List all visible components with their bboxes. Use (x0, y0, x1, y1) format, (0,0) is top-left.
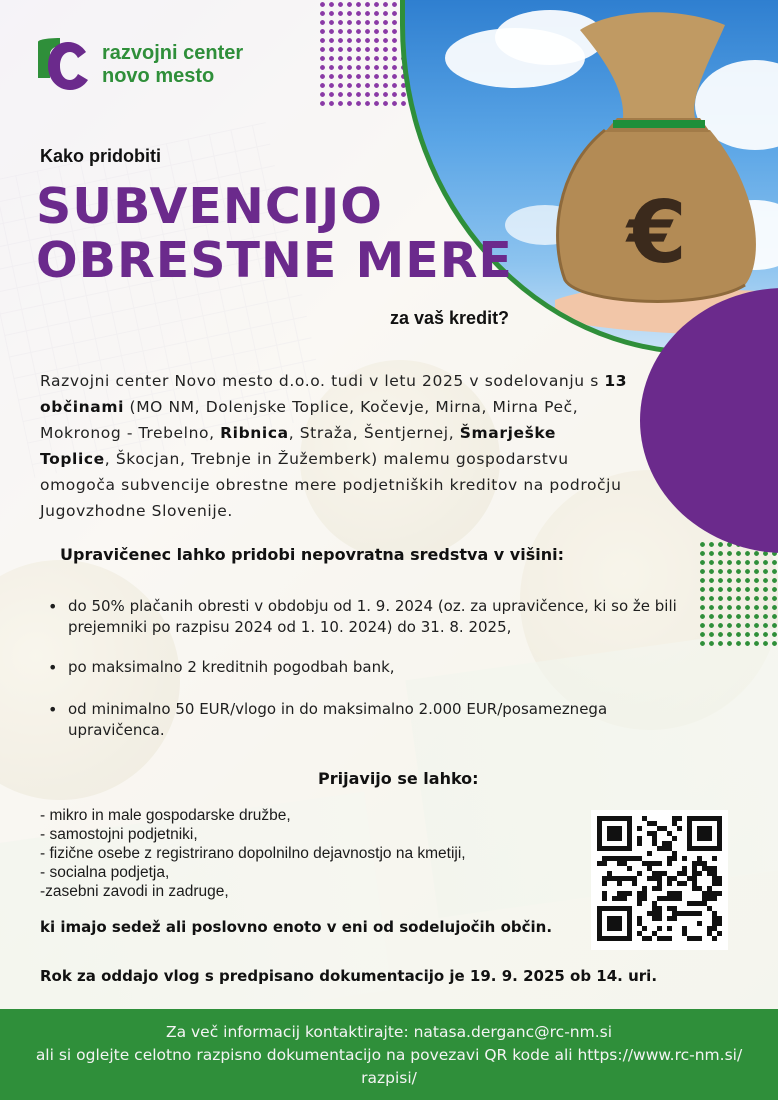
qr-code-icon (591, 810, 728, 950)
footer-contact[interactable]: Za več informacij kontaktirajte: natasa.derganc@rc-nm.si (165, 1023, 613, 1041)
footer-link[interactable]: ali si oglejte celotno razpisno dokumentacijo na povezavi QR kode ali https://www.rc-nm.si/ (35, 1046, 743, 1064)
intro-text-3: , Straža, Šentjernej, (288, 424, 460, 442)
eligible-list (46, 596, 686, 741)
intro-bold-municipalities: 13 občinami (40, 372, 628, 416)
title-line-2: OBRESTNE MERE (36, 232, 513, 289)
title-line-1: SUBVENCIJO (36, 178, 383, 235)
deadline-text: Rok za oddajo vlog s predpisano dokumentacijo je 19. 9. 2025 ob 14. uri. (40, 967, 658, 985)
list-item: - socialna podjetja, (40, 864, 170, 881)
qr-code[interactable] (591, 810, 728, 950)
logo-line-1: razvojni center (102, 42, 244, 64)
apply-heading: Prijavijo se lahko: (318, 769, 479, 788)
footer (0, 1009, 778, 1100)
intro-bold-smarjeske: Šmarješke Toplice (40, 424, 557, 468)
purple-dots-pattern (318, 0, 408, 110)
green-dots-pattern (698, 540, 778, 650)
intro-bold-ribnica: Ribnica (220, 424, 289, 442)
intro-text-4: , Škocjan, Trebnje in Žužemberk) malemu gospodarstvu omogoča subvencije obrestne mere podjetniških kreditov na področju Jugovzhodne Slovenije. (40, 450, 622, 520)
list-item: • do 50% plačanih obresti v obdobju od 1. 9. 2024 (oz. za upravičence, ki so že bili prejemniki po razpisu 2024 od 1. 10. 2024) do 31. 8. 2025, (46, 596, 686, 638)
intro-text-1: Razvojni center Novo mesto d.o.o. tudi v letu 2025 v sodelovanju s (40, 372, 605, 390)
list-item: - mikro in male gospodarske družbe, (40, 807, 291, 824)
kicker-text: Kako pridobiti (40, 146, 161, 166)
logo (36, 38, 243, 92)
logo-line-2: novo mesto (102, 65, 215, 87)
list-item: • po maksimalno 2 kreditnih pogodbah bank, (46, 657, 686, 678)
list-item: - samostojni podjetniki, (40, 826, 198, 843)
intro-text-2: (MO NM, Dolenjske Toplice, Kočevje, Mirna, Mirna Peč, Mokronog - Trebelno, (40, 398, 579, 442)
footer-link-continued[interactable]: razpisi/ (361, 1069, 417, 1087)
svg-text:€: € (627, 183, 687, 283)
intro-paragraph (40, 368, 630, 524)
list-item: -zasebni zavodi in zadruge, (40, 883, 229, 900)
page-title (36, 180, 513, 288)
seat-requirement: ki imajo sedež ali poslovno enoto v eni od sodelujočih občin. (40, 918, 553, 936)
list-item: • od minimalno 50 EUR/vlogo in do maksimalno 2.000 EUR/posameznega upravičenca. (46, 699, 686, 741)
eligible-heading: Upravičenec lahko pridobi nepovratna sredstva v višini: (60, 545, 564, 564)
list-item: - fizične osebe z registrirano dopolnilno dejavnostjo na kmetiji, (40, 845, 466, 862)
subkicker-text: za vaš kredit? (390, 308, 510, 328)
applicant-list (40, 806, 466, 901)
rc-logo-icon (36, 38, 88, 92)
